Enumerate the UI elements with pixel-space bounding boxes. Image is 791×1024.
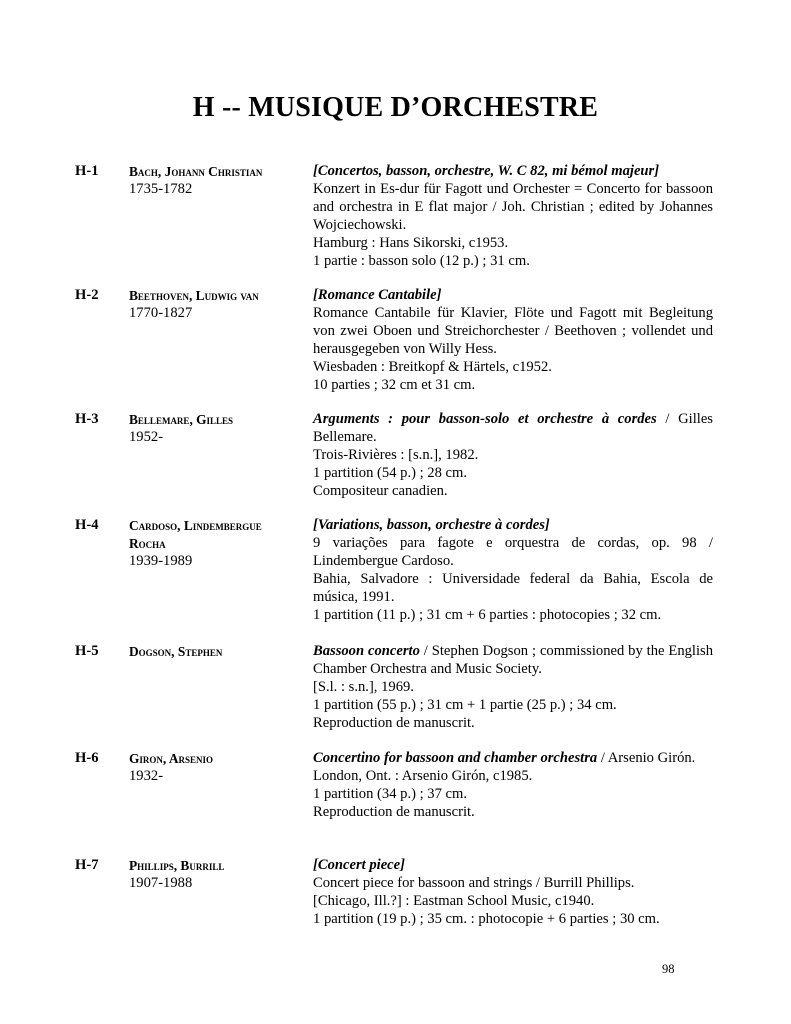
entry-note: Reproduction de manuscrit.: [313, 803, 475, 820]
author-name: Cardoso, Lindembergue: [129, 518, 262, 533]
author-name: Phillips, Burrill: [129, 858, 225, 873]
entry-number: H-2: [75, 287, 99, 303]
author-dates: 1770-1827: [129, 304, 193, 321]
entry-publication: [Chicago, Ill.?] : Eastman School Music, c1940.: [313, 892, 595, 909]
entry-statement: Konzert in Es-dur für Fagott und Orchester = Concerto for bassoon and orchestra in E flat major / Joh. Christian ; edited by Johannes Wojciechowski.: [313, 180, 713, 233]
entry-statement: Concert piece for bassoon and strings / Burrill Phillips.: [313, 874, 635, 891]
page-number: 98: [662, 962, 675, 976]
entry-publication: [S.l. : s.n.], 1969.: [313, 678, 414, 695]
entry-description: [313, 750, 713, 822]
entry-title: Concertino for bassoon and chamber orchestra: [313, 750, 598, 766]
entry-physical-description: 1 partition (11 p.) ; 31 cm + 6 parties : photocopies ; 32 cm.: [313, 606, 662, 623]
author-name: Bellemare, Gilles: [129, 412, 234, 427]
author-dates: 1939-1989: [129, 552, 193, 569]
entry-author: [129, 643, 307, 661]
entry-physical-description: 1 partie : basson solo (12 p.) ; 31 cm.: [313, 252, 530, 269]
entry-title-suffix: / Gilles Bellemare.: [313, 411, 713, 445]
author-dates: 1735-1782: [129, 180, 193, 197]
author-name-continued: Rocha: [129, 535, 166, 551]
entry-description: [313, 163, 713, 270]
entry-number: H-7: [75, 857, 99, 873]
entry-note: Compositeur canadien.: [313, 482, 448, 499]
entry-author: [129, 857, 307, 893]
entry-title-statement: [313, 411, 713, 447]
entry-physical-description: 1 partition (34 p.) ; 37 cm.: [313, 785, 468, 802]
entry-title: [Concertos, basson, orchestre, W. C 82, mi bémol majeur]: [313, 163, 660, 179]
entry-title: [Romance Cantabile]: [313, 287, 442, 303]
entry-physical-description: 10 parties ; 32 cm et 31 cm.: [313, 376, 476, 393]
entry-number: H-6: [75, 750, 99, 766]
entry-physical-description: 1 partition (19 p.) ; 35 cm. : photocopie + 6 parties ; 30 cm.: [313, 910, 660, 927]
entry-number: H-5: [75, 643, 99, 659]
entry-statement: Romance Cantabile für Klavier, Flöte und Fagott mit Begleitung von zwei Oboen und Streichorchester / Beethoven ; vollendet und herausgegeben von Willy Hess.: [313, 304, 713, 357]
entry-author: [129, 287, 307, 323]
entry-number: H-4: [75, 517, 99, 533]
entry-title: Bassoon concerto: [313, 643, 420, 659]
entry-author: [129, 411, 307, 447]
author-dates: 1952-: [129, 428, 164, 445]
author-dates: 1932-: [129, 767, 164, 784]
entry-note: Reproduction de manuscrit.: [313, 714, 475, 731]
entry-description: [313, 517, 713, 624]
author-name: Bach, Johann Christian: [129, 164, 263, 179]
entry-title-suffix: / Stephen Dogson ; commissioned by the English Chamber Orchestra and Music Society.: [313, 643, 713, 677]
author-dates: 1907-1988: [129, 874, 193, 891]
entry-publication: Hamburg : Hans Sikorski, c1953.: [313, 234, 509, 251]
entry-description: [313, 411, 713, 501]
entry-title-statement: [313, 643, 713, 679]
author-name: Beethoven, Ludwig van: [129, 288, 259, 303]
entry-author: [129, 163, 307, 199]
entry-statement: 9 variações para fagote e orquestra de cordas, op. 98 / Lindembergue Cardoso.: [313, 534, 713, 569]
entry-publication: Trois-Rivières : [s.n.], 1982.: [313, 446, 479, 463]
entry-publication: London, Ont. : Arsenio Girón, c1985.: [313, 767, 533, 784]
page-title: H -- MUSIQUE D’ORCHESTRE: [192, 92, 599, 123]
entry-physical-description: 1 partition (54 p.) ; 28 cm.: [313, 464, 468, 481]
entry-publication: Bahia, Salvadore : Universidade federal da Bahia, Escola de música, 1991.: [313, 570, 713, 605]
entry-title: [Concert piece]: [313, 857, 405, 873]
entry-number: H-1: [75, 163, 99, 179]
entry-description: [313, 857, 713, 929]
entry-title-statement: [313, 750, 713, 768]
entry-number: H-3: [75, 411, 99, 427]
entry-title: Arguments : pour basson-solo et orchestre à cordes: [313, 411, 657, 427]
entry-title-suffix: / Arsenio Girón.: [597, 750, 696, 766]
entry-description: [313, 287, 713, 394]
author-name: Giron, Arsenio: [129, 751, 214, 766]
entry-description: [313, 643, 713, 733]
entry-author: [129, 750, 307, 786]
entry-author: [129, 517, 307, 571]
entry-physical-description: 1 partition (55 p.) ; 31 cm + 1 partie (25 p.) ; 34 cm.: [313, 696, 617, 713]
entry-publication: Wiesbaden : Breitkopf & Härtels, c1952.: [313, 358, 552, 375]
author-name: Dogson, Stephen: [129, 644, 223, 659]
entry-title: [Variations, basson, orchestre à cordes]: [313, 517, 550, 533]
